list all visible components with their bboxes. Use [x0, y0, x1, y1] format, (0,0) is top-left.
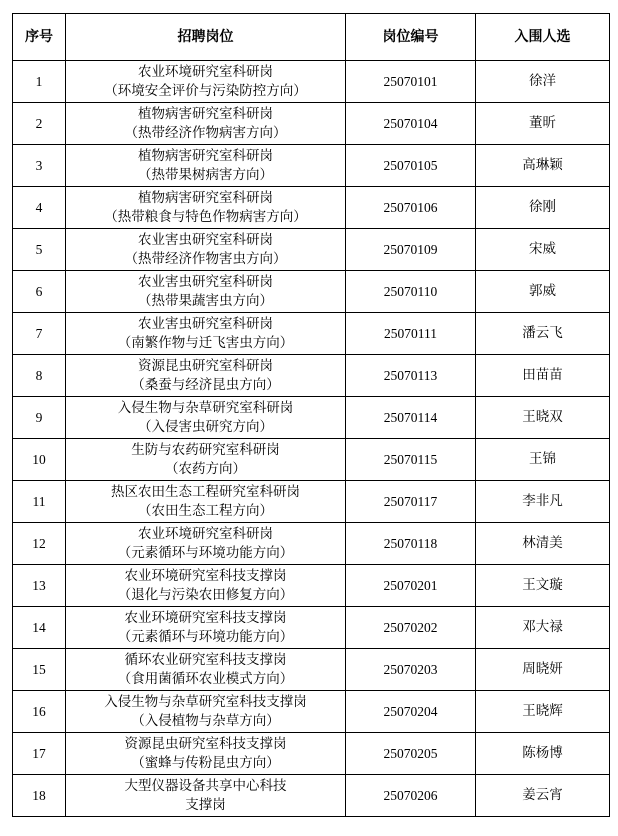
row-candidate: 王晓双 — [476, 397, 610, 439]
post-direction: （热带经济作物病害方向） — [124, 124, 287, 141]
row-post — [66, 649, 346, 691]
row-post — [66, 271, 346, 313]
post-title: 入侵生物与杂草研究室科技支撑岗 — [104, 693, 307, 710]
table-row — [13, 187, 610, 229]
row-seq: 12 — [13, 523, 66, 565]
post-direction: （退化与污染农田修复方向） — [117, 586, 294, 603]
row-seq: 9 — [13, 397, 66, 439]
table-row — [13, 397, 610, 439]
row-post-code: 25070206 — [346, 775, 476, 817]
table-row — [13, 103, 610, 145]
row-post-code: 25070114 — [346, 397, 476, 439]
row-seq: 15 — [13, 649, 66, 691]
post-title: 大型仪器设备共享中心科技 — [124, 777, 287, 794]
row-seq: 14 — [13, 607, 66, 649]
row-seq: 13 — [13, 565, 66, 607]
table-row — [13, 229, 610, 271]
post-title: 农业害虫研究室科研岗 — [138, 273, 273, 290]
header-row — [13, 14, 610, 61]
row-post-code: 25070202 — [346, 607, 476, 649]
row-post-code: 25070205 — [346, 733, 476, 775]
row-post — [66, 355, 346, 397]
table-row — [13, 439, 610, 481]
table-row — [13, 523, 610, 565]
post-direction: （热带果树病害方向） — [138, 166, 273, 183]
row-post-code: 25070101 — [346, 61, 476, 103]
row-post-code: 25070113 — [346, 355, 476, 397]
row-post — [66, 565, 346, 607]
row-seq: 17 — [13, 733, 66, 775]
table-row — [13, 481, 610, 523]
table-header — [13, 14, 610, 61]
row-candidate: 林清美 — [476, 523, 610, 565]
row-candidate: 王晓辉 — [476, 691, 610, 733]
row-post-code: 25070117 — [346, 481, 476, 523]
post-title: 农业环境研究室科技支撑岗 — [124, 609, 287, 626]
header-post: 招聘岗位 — [66, 14, 346, 61]
post-direction: （蜜蜂与传粉昆虫方向） — [131, 754, 280, 771]
row-post — [66, 103, 346, 145]
post-direction: （环境安全评价与污染防控方向） — [104, 82, 307, 99]
row-candidate: 姜云宵 — [476, 775, 610, 817]
post-title: 农业害虫研究室科研岗 — [138, 231, 273, 248]
header-candidate: 入围人选 — [476, 14, 610, 61]
row-candidate: 邓大禄 — [476, 607, 610, 649]
post-title: 入侵生物与杂草研究室科研岗 — [117, 399, 294, 416]
table-row — [13, 607, 610, 649]
post-direction: （热带经济作物害虫方向） — [124, 250, 287, 267]
row-seq: 18 — [13, 775, 66, 817]
row-seq: 3 — [13, 145, 66, 187]
row-post — [66, 313, 346, 355]
post-title: 植物病害研究室科研岗 — [138, 189, 273, 206]
row-candidate: 潘云飞 — [476, 313, 610, 355]
header-seq: 序号 — [13, 14, 66, 61]
row-post-code: 25070111 — [346, 313, 476, 355]
post-direction: （热带粮食与特色作物病害方向） — [104, 208, 307, 225]
row-candidate: 徐洋 — [476, 61, 610, 103]
row-post — [66, 397, 346, 439]
table-row — [13, 355, 610, 397]
row-seq: 16 — [13, 691, 66, 733]
post-direction: （食用菌循环农业模式方向） — [117, 670, 294, 687]
post-direction: （农田生态工程方向） — [138, 502, 273, 519]
table-body — [13, 61, 610, 817]
row-candidate: 陈杨博 — [476, 733, 610, 775]
table-row — [13, 145, 610, 187]
row-post — [66, 523, 346, 565]
header-code: 岗位编号 — [346, 14, 476, 61]
row-seq: 8 — [13, 355, 66, 397]
row-seq: 7 — [13, 313, 66, 355]
row-seq: 6 — [13, 271, 66, 313]
row-post-code: 25070115 — [346, 439, 476, 481]
row-post-code: 25070110 — [346, 271, 476, 313]
row-seq: 2 — [13, 103, 66, 145]
post-title: 农业环境研究室科研岗 — [138, 63, 273, 80]
row-candidate: 郭威 — [476, 271, 610, 313]
row-candidate: 李非凡 — [476, 481, 610, 523]
row-post — [66, 61, 346, 103]
table-row — [13, 313, 610, 355]
row-seq: 10 — [13, 439, 66, 481]
post-direction: （入侵植物与杂草方向） — [131, 712, 280, 729]
row-post-code: 25070203 — [346, 649, 476, 691]
table-row — [13, 733, 610, 775]
row-candidate: 周晓妍 — [476, 649, 610, 691]
row-candidate: 徐刚 — [476, 187, 610, 229]
post-title: 循环农业研究室科技支撑岗 — [124, 651, 287, 668]
row-post — [66, 775, 346, 817]
row-post-code: 25070204 — [346, 691, 476, 733]
table-row — [13, 649, 610, 691]
row-post — [66, 439, 346, 481]
table-row — [13, 271, 610, 313]
post-direction: （热带果蔬害虫方向） — [138, 292, 273, 309]
row-post — [66, 187, 346, 229]
table-row — [13, 775, 610, 817]
row-post-code: 25070109 — [346, 229, 476, 271]
post-title: 资源昆虫研究室科技支撑岗 — [124, 735, 287, 752]
row-post-code: 25070106 — [346, 187, 476, 229]
post-title: 植物病害研究室科研岗 — [138, 147, 273, 164]
row-post — [66, 229, 346, 271]
row-seq: 5 — [13, 229, 66, 271]
post-direction: （入侵害虫研究方向） — [138, 418, 273, 435]
row-post-code: 25070104 — [346, 103, 476, 145]
post-title: 生防与农药研究室科研岗 — [131, 441, 280, 458]
post-direction: （元素循环与环境功能方向） — [117, 628, 294, 645]
row-seq: 1 — [13, 61, 66, 103]
post-direction: （桑蚕与经济昆虫方向） — [131, 376, 280, 393]
post-direction: （元素循环与环境功能方向） — [117, 544, 294, 561]
row-candidate: 宋威 — [476, 229, 610, 271]
row-candidate: 董昕 — [476, 103, 610, 145]
post-direction: （南繁作物与迁飞害虫方向） — [117, 334, 294, 351]
table-row — [13, 691, 610, 733]
row-candidate: 高琳颖 — [476, 145, 610, 187]
row-post-code: 25070201 — [346, 565, 476, 607]
table-row — [13, 565, 610, 607]
row-candidate: 王文璇 — [476, 565, 610, 607]
row-seq: 4 — [13, 187, 66, 229]
row-post — [66, 691, 346, 733]
row-post — [66, 481, 346, 523]
row-seq: 11 — [13, 481, 66, 523]
post-title: 农业环境研究室科研岗 — [138, 525, 273, 542]
row-candidate: 田苗苗 — [476, 355, 610, 397]
post-title: 热区农田生态工程研究室科研岗 — [111, 483, 300, 500]
row-post — [66, 733, 346, 775]
row-post-code: 25070105 — [346, 145, 476, 187]
row-post — [66, 145, 346, 187]
row-candidate: 王锦 — [476, 439, 610, 481]
candidate-table — [12, 13, 610, 817]
table-row — [13, 61, 610, 103]
post-title: 农业环境研究室科技支撑岗 — [124, 567, 287, 584]
post-title: 农业害虫研究室科研岗 — [138, 315, 273, 332]
post-direction: （农药方向） — [165, 460, 246, 477]
post-title: 资源昆虫研究室科研岗 — [138, 357, 273, 374]
post-title: 植物病害研究室科研岗 — [138, 105, 273, 122]
post-direction: 支撑岗 — [185, 796, 226, 813]
row-post — [66, 607, 346, 649]
row-post-code: 25070118 — [346, 523, 476, 565]
